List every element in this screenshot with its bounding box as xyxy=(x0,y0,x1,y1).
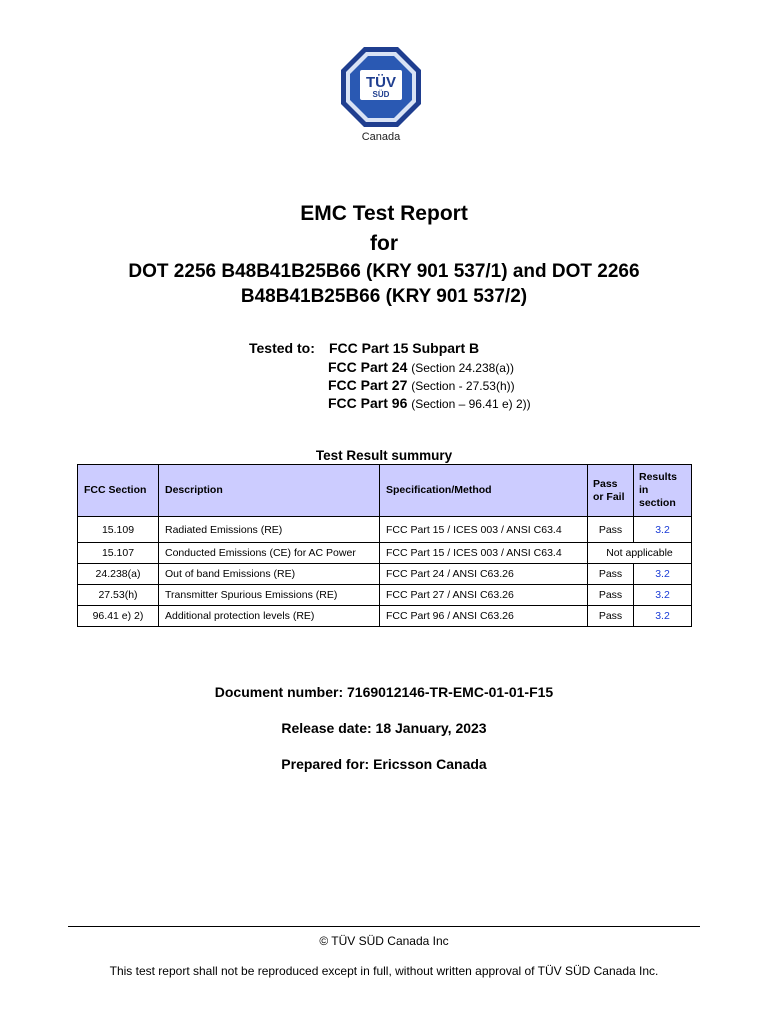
result-cell: Pass xyxy=(588,585,634,606)
description-cell: Out of band Emissions (RE) xyxy=(159,564,380,585)
tested-to-label: Tested to: xyxy=(249,340,315,356)
tested-section: (Section 24.238(a)) xyxy=(411,361,514,375)
method-cell: FCC Part 24 / ANSI C63.26 xyxy=(380,564,588,585)
column-header: FCC Section xyxy=(78,465,159,517)
logo-brand-line2: SÜD xyxy=(372,90,390,99)
fcc-section-cell: 27.53(h) xyxy=(78,585,159,606)
tested-standard: FCC Part 24 xyxy=(328,359,408,375)
tested-standard: FCC Part 96 xyxy=(328,395,408,411)
column-header: Results in section xyxy=(634,465,692,517)
column-header: Specification/Method xyxy=(380,465,588,517)
result-cell: Not applicable xyxy=(588,543,692,564)
section-link[interactable]: 3.2 xyxy=(634,585,692,606)
tested-standard: FCC Part 27 xyxy=(328,377,408,393)
fcc-section-cell: 96.41 e) 2) xyxy=(78,606,159,627)
tuv-sud-logo xyxy=(340,46,422,128)
tested-section: (Section - 27.53(h)) xyxy=(411,379,515,393)
result-cell: Pass xyxy=(588,564,634,585)
footer-copyright: © TÜV SÜD Canada Inc xyxy=(319,934,449,948)
prepared-for: Prepared for: Ericsson Canada xyxy=(281,756,487,772)
document-number: Document number: 7169012146-TR-EMC-01-01-F15 xyxy=(214,684,554,700)
fcc-section-cell: 24.238(a) xyxy=(78,564,159,585)
footer-disclaimer: This test report shall not be reproduced except in full, without written approval of TÜV SÜD Canada Inc. xyxy=(109,964,659,978)
footer-divider xyxy=(68,926,700,927)
test-result-table xyxy=(77,464,692,627)
description-cell: Conducted Emissions (CE) for AC Power xyxy=(159,543,380,564)
fcc-section-cell: 15.109 xyxy=(78,517,159,543)
method-cell: FCC Part 15 / ICES 003 / ANSI C63.4 xyxy=(380,517,588,543)
tested-section: (Section – 96.41 e) 2)) xyxy=(411,397,531,411)
logo-brand-line1: TÜV xyxy=(366,74,396,91)
summary-title: Test Result summury xyxy=(315,448,453,463)
table-header-row xyxy=(78,465,692,517)
tested-to-item xyxy=(328,395,531,411)
table-row xyxy=(78,585,692,606)
report-title-for: for xyxy=(370,232,398,255)
method-cell: FCC Part 15 / ICES 003 / ANSI C63.4 xyxy=(380,543,588,564)
column-header: Description xyxy=(159,465,380,517)
table-row xyxy=(78,543,692,564)
result-cell: Pass xyxy=(588,517,634,543)
release-date: Release date: 18 January, 2023 xyxy=(281,720,487,736)
tested-to-item xyxy=(328,359,514,375)
description-cell: Additional protection levels (RE) xyxy=(159,606,380,627)
product-name-line2: B48B41B25B66 (KRY 901 537/2) xyxy=(240,286,528,307)
description-cell: Transmitter Spurious Emissions (RE) xyxy=(159,585,380,606)
column-header: Pass or Fail xyxy=(588,465,634,517)
section-link[interactable]: 3.2 xyxy=(634,606,692,627)
logo-caption: Canada xyxy=(361,131,401,143)
table-row xyxy=(78,606,692,627)
section-link[interactable]: 3.2 xyxy=(634,517,692,543)
tested-standard: FCC Part 15 Subpart B xyxy=(329,340,480,356)
method-cell: FCC Part 96 / ANSI C63.26 xyxy=(380,606,588,627)
table-row xyxy=(78,564,692,585)
report-title: EMC Test Report xyxy=(300,202,468,225)
tested-to-item xyxy=(328,377,515,393)
section-link[interactable]: 3.2 xyxy=(634,564,692,585)
fcc-section-cell: 15.107 xyxy=(78,543,159,564)
product-name-line1: DOT 2256 B48B41B25B66 (KRY 901 537/1) and DOT 2266 xyxy=(128,261,640,282)
result-cell: Pass xyxy=(588,606,634,627)
tested-to-item xyxy=(329,340,479,356)
table-row xyxy=(78,517,692,543)
description-cell: Radiated Emissions (RE) xyxy=(159,517,380,543)
method-cell: FCC Part 27 / ANSI C63.26 xyxy=(380,585,588,606)
